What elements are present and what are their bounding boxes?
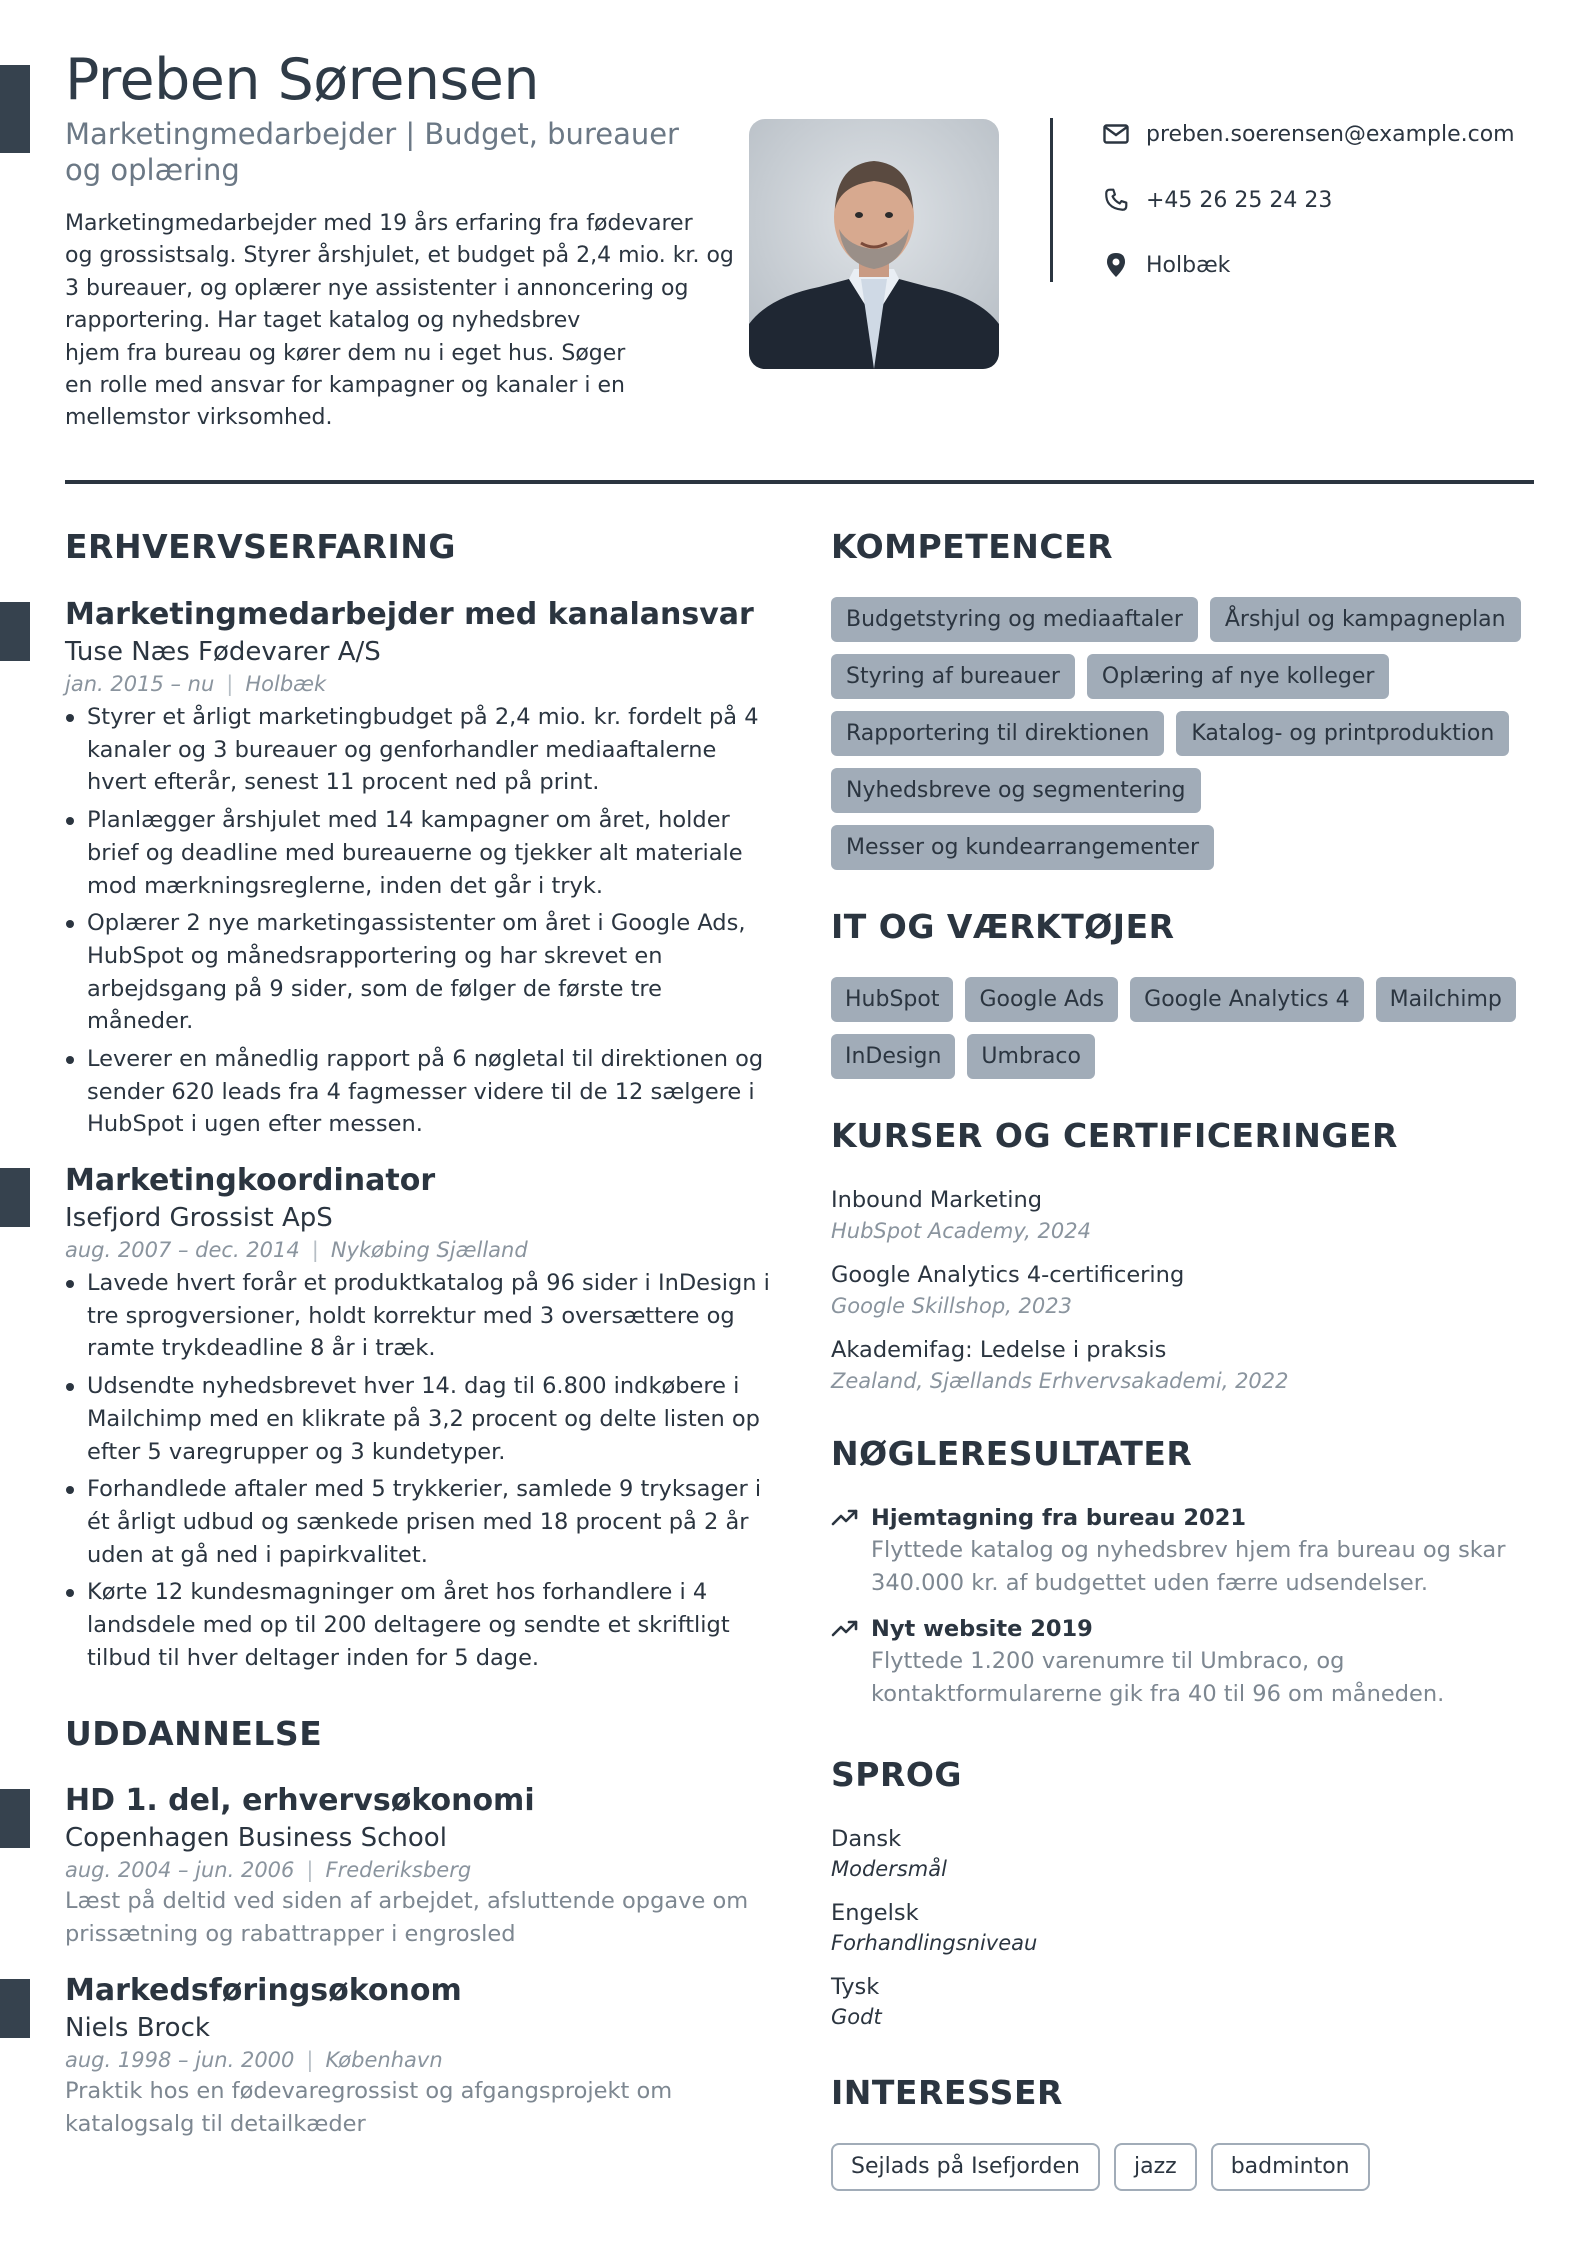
contact-location [1102, 248, 1230, 282]
description-line: Læst på deltid ved siden af arbejdet, afsluttende opgave om [65, 1888, 749, 1914]
language-level: Forhandlingsniveau [831, 1931, 1038, 1955]
profile-summary [65, 208, 734, 435]
job-accent-bar [0, 1168, 30, 1227]
job-bullets [65, 1267, 770, 1674]
tool-chip: Google Ads [965, 977, 1118, 1022]
bullet-line: arbejdsgang på 9 sider, som de følger de første tre [87, 975, 663, 1002]
bullet-line: måneder. [87, 1008, 194, 1035]
skill-chip: Katalog- og printproduktion [1176, 711, 1509, 756]
school: Copenhagen Business School [65, 1823, 447, 1853]
language-item [831, 1824, 1531, 1884]
skill-chip: Rapportering til direktionen [831, 711, 1164, 756]
course-item [831, 1185, 1531, 1246]
language-name: Tysk [831, 1974, 880, 2000]
trending-up-icon [831, 1506, 859, 1528]
bullet-line: tilbud til hver deltager inden for 5 dage. [87, 1644, 540, 1671]
job-bullet [65, 1267, 770, 1365]
summary-line: en rolle med ansvar for kampagner og kanaler i en [65, 373, 625, 399]
description-line: prissætning og rabattrapper i engrosled [65, 1920, 516, 1947]
course-issuer: Google Skillshop, 2023 [831, 1294, 1072, 1318]
education-title: UDDANNELSE [65, 1714, 323, 1753]
description-line: katalogsalg til detailkæder [65, 2110, 366, 2137]
course-item [831, 1260, 1531, 1321]
job-bullet [65, 1473, 760, 1571]
education-period: aug. 2004 – jun. 2006 [65, 1858, 295, 1882]
job-entry [65, 1161, 770, 1679]
job-bullet [65, 701, 760, 799]
degree-title: Markedsføringsøkonom [65, 1973, 462, 2008]
bullet-line: Udsendte nyhedsbrevet hver 14. dag til 6.800 indkøbere i [87, 1373, 740, 1400]
tools-title: IT OG VÆRKTØJER [831, 907, 1175, 946]
bullet-line: ét årligt udbud og sænkede prisen med 18 procent på 2 år [87, 1508, 749, 1535]
job-bullet [65, 804, 760, 902]
school: Niels Brock [65, 2013, 210, 2043]
summary-line: mellemstor virksomhed. [65, 405, 333, 431]
description-line: kontaktformularerne gik fra 40 til 96 om måneden. [871, 1681, 1445, 1708]
bullet-line: Forhandlede aftaler med 5 trykkerier, samlede 9 tryksager i [87, 1476, 762, 1503]
results-list [831, 1502, 1531, 1725]
language-level: Modersmål [831, 1857, 947, 1881]
tool-chip: Umbraco [967, 1034, 1095, 1079]
bullet-line: hvert efterår, senest 11 procent ned på print. [87, 769, 600, 796]
tool-chip: InDesign [831, 1034, 955, 1079]
headline-line: og oplæring [65, 153, 240, 187]
skills-title: KOMPETENCER [831, 527, 1114, 566]
description-line: Praktik hos en fødevaregrossist og afgangsprojekt om [65, 2078, 673, 2104]
bullet-line: Kørte 12 kundesmagninger om året hos forhandlere i 4 [87, 1579, 708, 1606]
trending-up-icon [831, 1617, 859, 1639]
job-title: Marketingkoordinator [65, 1163, 436, 1198]
tool-chip: Google Analytics 4 [1130, 977, 1363, 1022]
contact-email[interactable] [1102, 117, 1515, 151]
interest-tag: Sejlads på Isefjorden [831, 2143, 1100, 2191]
tool-chip: HubSpot [831, 977, 953, 1022]
bullet-line: kanaler og 3 bureauer og genforhandler mediaaftalerne [87, 736, 717, 763]
job-meta [65, 669, 760, 699]
meta-separator: | [226, 672, 234, 696]
bullet-line: Mailchimp med en klikrate på 3,2 procent og delte listen op [87, 1405, 760, 1432]
education-meta [65, 1855, 760, 1885]
skill-chip: Styring af bureauer [831, 654, 1075, 699]
interest-tag: jazz [1114, 2143, 1197, 2191]
meta-separator: | [306, 2048, 314, 2072]
course-name: Akademifag: Ledelse i praksis [831, 1337, 1167, 1363]
bullet-line: brief og deadline med bureauerne og tjekker alt materiale [87, 839, 743, 866]
job-bullet [65, 907, 760, 1038]
education-entry [65, 1971, 760, 2140]
education-accent-bar [0, 1789, 30, 1848]
result-title: Nyt website 2019 [871, 1616, 1093, 1643]
bullet-line: Planlægger årshjulet med 14 kampagner om året, holder [87, 807, 730, 834]
phone-text: +45 26 25 24 23 [1146, 187, 1333, 213]
courses-list [831, 1185, 1531, 1410]
course-item [831, 1335, 1531, 1396]
bullet-line: landsdele med op til 200 deltagere og sendte et skriftligt [87, 1612, 730, 1639]
education-period: aug. 1998 – jun. 2000 [65, 2048, 295, 2072]
summary-line: og grossistsalg. Styrer årshjulet, et budget på 2,4 mio. kr. og [65, 243, 734, 269]
job-period: aug. 2007 – dec. 2014 [65, 1238, 300, 1262]
result-item [831, 1613, 1531, 1710]
job-title: Marketingmedarbejder med kanalansvar [65, 597, 754, 632]
job-entry [65, 595, 764, 1146]
result-title: Hjemtagning fra bureau 2021 [871, 1505, 1247, 1531]
summary-line: Marketingmedarbejder med 19 års erfaring fra fødevarer [65, 211, 693, 236]
summary-line: rapportering. Har taget katalog og nyhedsbrev [65, 308, 581, 334]
job-place: Holbæk [245, 672, 327, 696]
bullet-line: Oplærer 2 nye marketingassistenter om året i Google Ads, [87, 910, 746, 937]
skill-chip: Messer og kundearrangementer [831, 825, 1214, 870]
languages-list [831, 1824, 1531, 2046]
course-name: Inbound Marketing [831, 1187, 1043, 1213]
interest-tag: badminton [1211, 2143, 1370, 2191]
course-name: Google Analytics 4-certificering [831, 1262, 1185, 1288]
education-place: Frederiksberg [325, 1858, 472, 1882]
job-bullet [65, 1576, 760, 1674]
education-accent-bar [0, 1979, 30, 2038]
bullet-line: efter 5 varegrupper og 3 kundetyper. [87, 1438, 506, 1465]
email-text: preben.soerensen@example.com [1146, 121, 1515, 147]
location-pin-icon [1102, 251, 1130, 279]
tools-chips [831, 977, 1531, 1079]
contact-phone[interactable] [1102, 183, 1332, 217]
education-entry [65, 1781, 760, 1950]
contact-divider [1050, 118, 1053, 282]
description-line: 340.000 kr. af budgettet uden færre udsendelser. [871, 1569, 1429, 1596]
description-line: Flyttede 1.200 varenumre til Umbraco, og [871, 1648, 1345, 1675]
summary-line: hjem fra bureau og kører dem nu i eget hus. Søger [65, 340, 626, 366]
languages-title: SPROG [831, 1755, 963, 1794]
profile-photo [749, 119, 999, 369]
bullet-line: Leverer en månedlig rapport på 6 nøgletal til direktionen og [87, 1046, 764, 1073]
bullet-line: sender 620 leads fra 4 fagmesser videre til de 12 sælgere i [87, 1078, 755, 1105]
skill-chip: Oplæring af nye kolleger [1087, 654, 1390, 699]
language-item [831, 1972, 1531, 2032]
interests-title: INTERESSER [831, 2073, 1063, 2112]
job-bullet [65, 1370, 760, 1468]
language-name: Dansk [831, 1826, 902, 1852]
language-name: Engelsk [831, 1900, 919, 1926]
result-item [831, 1502, 1531, 1599]
courses-title: KURSER OG CERTIFICERINGER [831, 1116, 1398, 1155]
language-item [831, 1898, 1531, 1958]
degree-title: HD 1. del, erhvervsøkonomi [65, 1783, 535, 1818]
bullet-line: HubSpot i ugen efter messen. [87, 1111, 423, 1138]
job-meta [65, 1235, 760, 1265]
course-issuer: Zealand, Sjællands Erhvervsakademi, 2022 [831, 1369, 1289, 1393]
candidate-name: Preben Sørensen [65, 47, 539, 113]
education-meta [65, 2045, 760, 2075]
meta-separator: | [311, 1238, 319, 1262]
education-description [65, 1885, 760, 1950]
job-place: Nykøbing Sjælland [330, 1238, 528, 1262]
company: Isefjord Grossist ApS [65, 1203, 333, 1233]
company: Tuse Næs Fødevarer A/S [65, 637, 381, 667]
bullet-line: HubSpot og månedsrapportering og har skrevet en [87, 942, 663, 969]
job-bullet [65, 1043, 764, 1141]
skill-chip: Budgetstyring og mediaaftaler [831, 597, 1198, 642]
language-level: Godt [831, 2005, 882, 2029]
phone-icon [1102, 186, 1130, 214]
location-text: Holbæk [1146, 252, 1231, 278]
bullet-line: Styrer et årligt marketingbudget på 2,4 mio. kr. fordelt på 4 [87, 704, 759, 730]
skill-chip: Nyhedsbreve og segmentering [831, 768, 1201, 813]
skills-chips [831, 597, 1531, 870]
result-description [871, 1534, 1531, 1599]
education-place: København [325, 2048, 443, 2072]
skill-chip: Årshjul og kampagneplan [1210, 597, 1521, 642]
bullet-line: Lavede hvert forår et produktkatalog på 96 sider i InDesign i [87, 1270, 770, 1296]
results-title: NØGLERESULTATER [831, 1434, 1193, 1473]
job-accent-bar [0, 602, 30, 661]
headline [65, 116, 685, 188]
mail-icon [1102, 120, 1130, 148]
result-description [871, 1645, 1531, 1710]
bullet-line: tre sprogversioner, holdt korrektur med 3 oversættere og [87, 1302, 735, 1329]
bullet-line: uden at gå ned i papirkvalitet. [87, 1541, 428, 1568]
tool-chip: Mailchimp [1376, 977, 1516, 1022]
experience-title: ERHVERVSERFARING [65, 527, 457, 566]
headline-line: Marketingmedarbejder | Budget, bureauer [65, 117, 679, 151]
summary-line: 3 bureauer, og oplærer nye assistenter i annoncering og [65, 275, 689, 301]
interests-list [831, 2143, 1531, 2191]
bullet-line: mod mærkningsreglerne, inden det går i tryk. [87, 872, 604, 899]
job-bullets [65, 701, 764, 1141]
education-description [65, 2075, 760, 2140]
job-period: jan. 2015 – nu [65, 672, 215, 696]
meta-separator: | [306, 1858, 314, 1882]
bullet-line: ramte trykdeadline 8 år i træk. [87, 1335, 436, 1362]
description-line: Flyttede katalog og nyhedsbrev hjem fra bureau og skar [871, 1537, 1506, 1563]
course-issuer: HubSpot Academy, 2024 [831, 1219, 1091, 1243]
header-accent-bar [0, 65, 30, 153]
header-divider [65, 480, 1534, 484]
